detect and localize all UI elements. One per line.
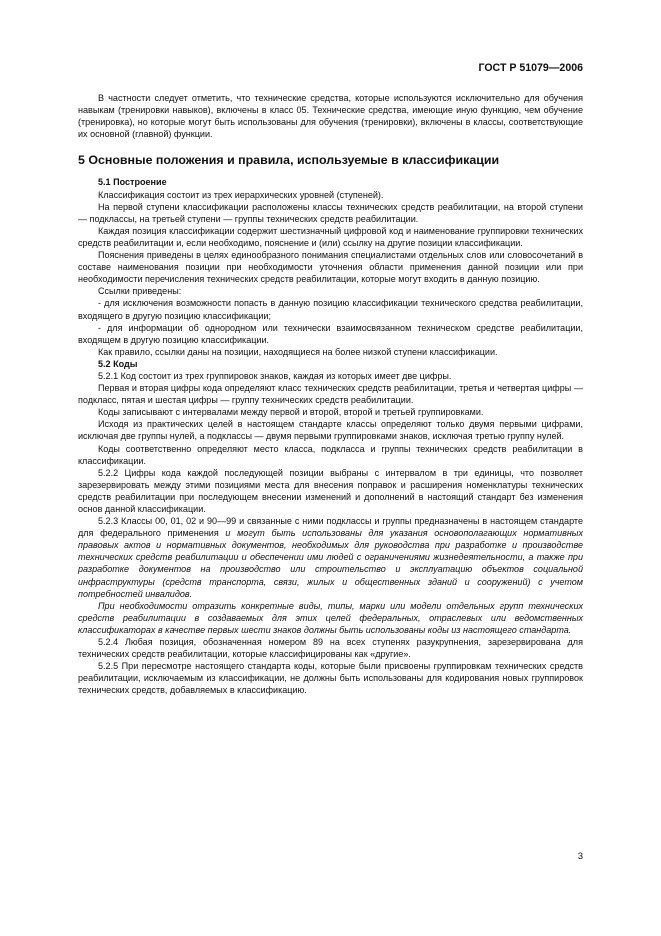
clause-5-2-4: 5.2.4 Любая позиция, обозначенная номером 89 на всех ступенях разукрупнения, зарезервирована для технических средств реабилитации, которые классифицированы как «другие». xyxy=(78,637,583,660)
section-5-1-heading: 5.1 Построение xyxy=(98,177,167,188)
clause-5-2-2: 5.2.2 Цифры кода каждой последующей позиции выбраны с интервалом в три единицы, что позволяет зарезервировать между этими позициями места для внесения поправок и расширения номенклатуры технических средств реабилитации при последующем внесении изменений и дополнений в настоящий стандарт без изменения основ данной классификации. xyxy=(78,467,583,514)
paragraph: Каждая позиция классификации содержит шестизначный цифровой код и наименование группировки технических средств реабилитации и, если необходимо, пояснение и (или) ссылку на другие позиции классификации. xyxy=(78,225,583,248)
paragraph: Коды записывают с интервалами между первой и второй, второй и третьей группировками. xyxy=(98,407,484,418)
paragraph: Коды соответственно определяют место класса, подкласса и группы технических средств реабилитации в классификации. xyxy=(78,443,583,466)
list-item: - для информации об однородном или технически взаимосвязанном техническом средстве реабилитации, входящем в другую позицию классификации. xyxy=(78,322,583,345)
intro-paragraph: В частности следует отметить, что технические средства, которые используются исключительно для обучения навыкам (тренировки навыков), включены в класс 05. Технические средства, имеющие иную функцию, чем обучение (тренировка), но которые могут быть использованы для обучения (тренировки), включены в классы, соответствующие их основной (главной) функции. xyxy=(78,93,583,140)
clause-5-2-3 xyxy=(78,515,583,600)
section-5-2-heading: 5.2 Коды xyxy=(98,358,138,369)
clause-5-2-3-text: 5.2.3 Классы 00, 01, 02 и 90—99 и связанные с ними подклассы и группы предназначены в настоящем стандарте для федерального применения xyxy=(78,516,583,539)
clause-5-2-1: 5.2.1 Код состоит из трех группировок знаков, каждая из которых имеет две цифры. xyxy=(98,370,452,381)
paragraph: Ссылки приведены: xyxy=(98,286,182,297)
section-5-heading: 5 Основные положения и правила, используемые в классификации xyxy=(78,153,500,168)
page-body xyxy=(78,92,583,697)
document-code-header: ГОСТ Р 51079—2006 xyxy=(478,62,583,74)
paragraph: Исходя из практических целей в настоящем стандарте классы определяют только двумя первыми цифрами, исключая две группы нулей, а подклассы — двумя первыми группировками знаков, исключая третью группу нулей. xyxy=(78,419,583,442)
paragraph: Как правило, ссылки даны на позиции, находящиеся на более низкой ступени классификации. xyxy=(98,346,498,357)
paragraph: Классификация состоит из трех иерархических уровней (ступеней). xyxy=(98,189,384,200)
paragraph: На первой ступени классификации расположены классы технических средств реабилитации, на второй ступени — подклассы, на третьей ступени — группы технических средств реабилитации. xyxy=(78,201,583,224)
clause-5-2-3-italic-text: и могут быть использованы для указания основополагающих нормативных правовых актов и нормативных документов, необходимых для руководства при разработке и производстве технических средств реабилитации и обеспечении ими людей с ограничениями жизнедеятельности, а также при разработке документов на производство или строительство и эксплуатацию объектов социальной инфраструктуры (средств транспорта, связи, жилых и общественных зданий и сооружений) с учетом потребностей инвалидов. xyxy=(78,528,583,599)
list-item: - для исключения возможности попасть в данную позицию классификации технического средства реабилитации, входящего в другую позицию классификации; xyxy=(78,298,583,321)
page-number: 3 xyxy=(577,851,583,862)
clause-5-2-5: 5.2.5 При пересмотре настоящего стандарта коды, которые были присвоены группировкам технических средств реабилитации, исключаемым из классификации, не должны быть использованы для кодирования новых группировок технических средств, добавляемых в классификацию. xyxy=(78,661,583,696)
paragraph: Пояснения приведены в целях единообразного понимания специалистами отдельных слов или словосочетаний в составе наименования позиции при необходимости уточнения области применения данной позиции или при необходимости перечисления технических средств реабилитации, которые могут входить в данную позицию. xyxy=(78,250,583,285)
paragraph: Первая и вторая цифры кода определяют класс технических средств реабилитации, третья и четвертая цифры — подкласс, пятая и шестая цифры — группу технических средств реабилитации. xyxy=(78,383,583,406)
italic-paragraph: При необходимости отразить конкретные виды, типы, марки или модели отдельных групп технических средств реабилитации в создаваемых для этих целей федеральных, отраслевых или ведомственных классификаторах в качестве первых шести знаков должны быть использованы коды из настоящего стандарта. xyxy=(78,600,583,635)
